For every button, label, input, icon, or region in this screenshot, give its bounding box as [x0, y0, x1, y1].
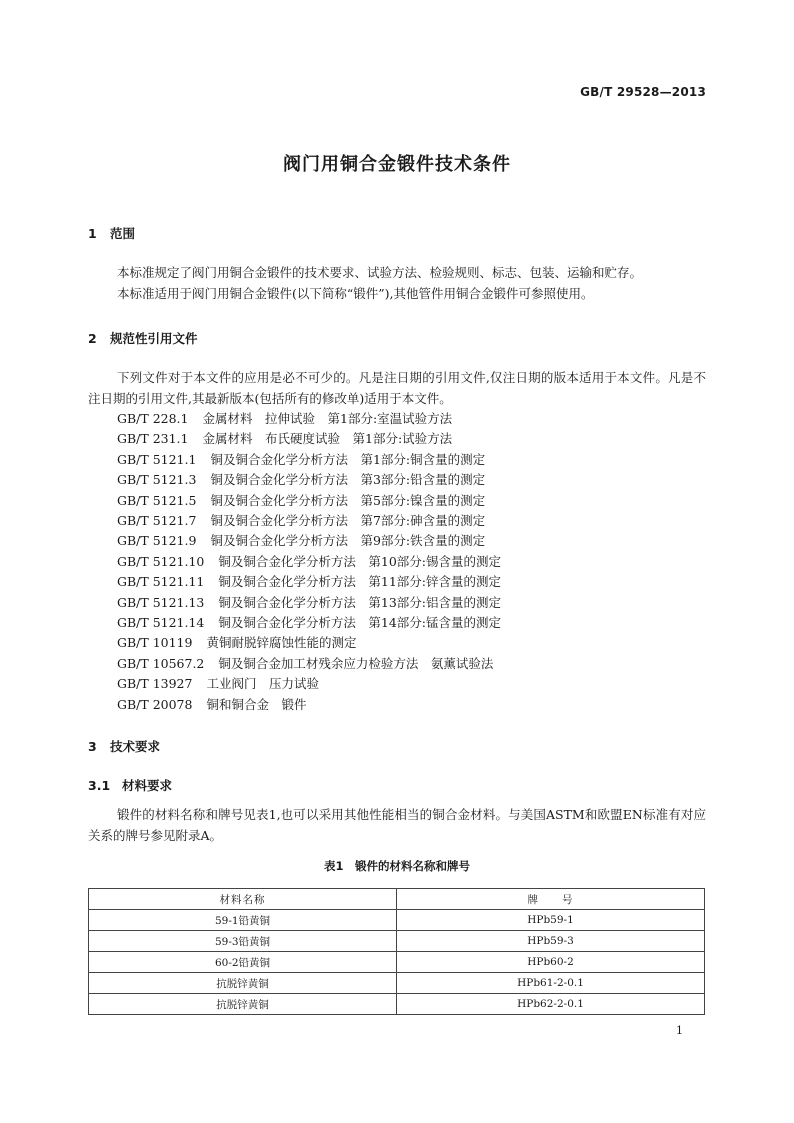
- section-2-intro: 下列文件对于本文件的应用是必不可少的。凡是注日期的引用文件,仅注日期的版本适用于本文件。凡是不注日期的引用文件,其最新版本(包括所有的修改单)适用于本文件。: [88, 370, 706, 406]
- section-2-heading: [88, 329, 198, 347]
- reference-code: GB/T 5121.14: [117, 615, 205, 631]
- reference-title: 铜及铜合金化学分析方法 第13部分:铝含量的测定: [218, 594, 502, 610]
- table-header-row: [89, 889, 705, 910]
- section-title: 范围: [110, 226, 136, 241]
- reference-code: GB/T 20078: [117, 696, 193, 712]
- material-name-cell: 抗脱锌黄铜: [89, 994, 397, 1015]
- reference-title: 铜及铜合金化学分析方法 第14部分:锰含量的测定: [218, 615, 502, 631]
- table-row: [89, 994, 705, 1015]
- subsection-title: 材料要求: [122, 778, 173, 793]
- reference-title: 铜及铜合金化学分析方法 第1部分:铜含量的测定: [210, 451, 486, 467]
- reference-item: [117, 470, 501, 490]
- section-3-1-paragraph: 锻件的材料名称和牌号见表1,也可以采用其他性能相当的铜合金材料。与美国ASTM和欧盟EN标准有对应关系的牌号参见附录A。: [88, 807, 706, 843]
- reference-title: 铜及铜合金加工材残余应力检验方法 氨薰试验法: [218, 655, 494, 671]
- grade-cell: HPb61-2-0.1: [397, 973, 705, 994]
- table-caption: 表1 锻件的材料名称和牌号: [323, 859, 470, 873]
- reference-code: GB/T 5121.13: [117, 594, 205, 610]
- reference-code: GB/T 10119: [117, 635, 193, 651]
- reference-code: GB/T 231.1: [117, 431, 189, 447]
- document-code: GB/T 29528—2013: [580, 85, 706, 99]
- reference-item: [117, 409, 501, 429]
- reference-code: GB/T 5121.9: [117, 533, 197, 549]
- column-header-material-name: 材料名称: [89, 889, 397, 910]
- material-name-cell: 59-3铅黄铜: [89, 931, 397, 952]
- reference-item: [117, 654, 501, 674]
- section-1-heading: [88, 224, 135, 242]
- materials-table: [88, 888, 705, 1015]
- reference-item: [117, 593, 501, 613]
- reference-item: [117, 572, 501, 592]
- reference-item: [117, 613, 501, 633]
- column-header-grade: 牌 号: [397, 889, 705, 910]
- reference-item: [117, 633, 501, 653]
- reference-item: [117, 531, 501, 551]
- document-title: 阀门用铜合金锻件技术条件: [283, 154, 511, 175]
- reference-title: 黄铜耐脱锌腐蚀性能的测定: [206, 635, 357, 651]
- material-name-cell: 抗脱锌黄铜: [89, 973, 397, 994]
- subsection-number: 3.1: [88, 778, 111, 793]
- reference-title: 铜及铜合金化学分析方法 第3部分:铅含量的测定: [210, 472, 486, 488]
- section-title: 技术要求: [110, 739, 161, 754]
- reference-code: GB/T 5121.5: [117, 492, 197, 508]
- section-1-paragraph-1: 本标准规定了阀门用铜合金锻件的技术要求、试验方法、检验规则、标志、包装、运输和贮存。: [117, 265, 643, 280]
- section-3-1-heading: [88, 776, 172, 794]
- reference-code: GB/T 13927: [117, 676, 193, 692]
- page-number: 1: [676, 1024, 683, 1037]
- table-row: [89, 973, 705, 994]
- reference-code: GB/T 10567.2: [117, 655, 205, 671]
- reference-code: GB/T 5121.10: [117, 553, 205, 569]
- section-title: 规范性引用文件: [110, 331, 198, 346]
- reference-title: 铜和铜合金 锻件: [206, 696, 307, 712]
- material-name-cell: 59-1铅黄铜: [89, 910, 397, 931]
- reference-title: 铜及铜合金化学分析方法 第5部分:镍含量的测定: [210, 492, 486, 508]
- reference-title: 金属材料 布氏硬度试验 第1部分:试验方法: [202, 431, 453, 447]
- reference-code: GB/T 5121.11: [117, 574, 205, 590]
- table-row: [89, 931, 705, 952]
- reference-item: [117, 450, 501, 470]
- reference-code: GB/T 228.1: [117, 411, 189, 426]
- reference-code: GB/T 5121.1: [117, 451, 197, 467]
- normative-reference-list: [117, 409, 501, 715]
- reference-title: 金属材料 拉伸试验 第1部分:室温试验方法: [202, 411, 453, 426]
- table-row: [89, 952, 705, 973]
- reference-title: 铜及铜合金化学分析方法 第9部分:铁含量的测定: [210, 533, 486, 549]
- section-1-paragraph-2: 本标准适用于阀门用铜合金锻件(以下简称“锻件”),其他管件用铜合金锻件可参照使用。: [117, 286, 594, 301]
- section-number: 3: [88, 739, 97, 754]
- section-number: 1: [88, 226, 97, 241]
- reference-title: 铜及铜合金化学分析方法 第7部分:砷含量的测定: [210, 513, 486, 529]
- grade-cell: HPb59-1: [397, 910, 705, 931]
- reference-item: [117, 429, 501, 449]
- material-name-cell: 60-2铅黄铜: [89, 952, 397, 973]
- grade-cell: HPb59-3: [397, 931, 705, 952]
- table-row: [89, 910, 705, 931]
- reference-title: 铜及铜合金化学分析方法 第11部分:锌含量的测定: [218, 574, 502, 590]
- grade-cell: HPb62-2-0.1: [397, 994, 705, 1015]
- reference-title: 工业阀门 压力试验: [206, 676, 319, 692]
- reference-title: 铜及铜合金化学分析方法 第10部分:锡含量的测定: [218, 553, 502, 569]
- section-3-heading: [88, 737, 160, 755]
- reference-code: GB/T 5121.3: [117, 472, 197, 488]
- grade-cell: HPb60-2: [397, 952, 705, 973]
- reference-item: [117, 674, 501, 694]
- reference-code: GB/T 5121.7: [117, 513, 197, 529]
- reference-item: [117, 695, 501, 715]
- reference-item: [117, 552, 501, 572]
- section-number: 2: [88, 331, 97, 346]
- reference-item: [117, 491, 501, 511]
- reference-item: [117, 511, 501, 531]
